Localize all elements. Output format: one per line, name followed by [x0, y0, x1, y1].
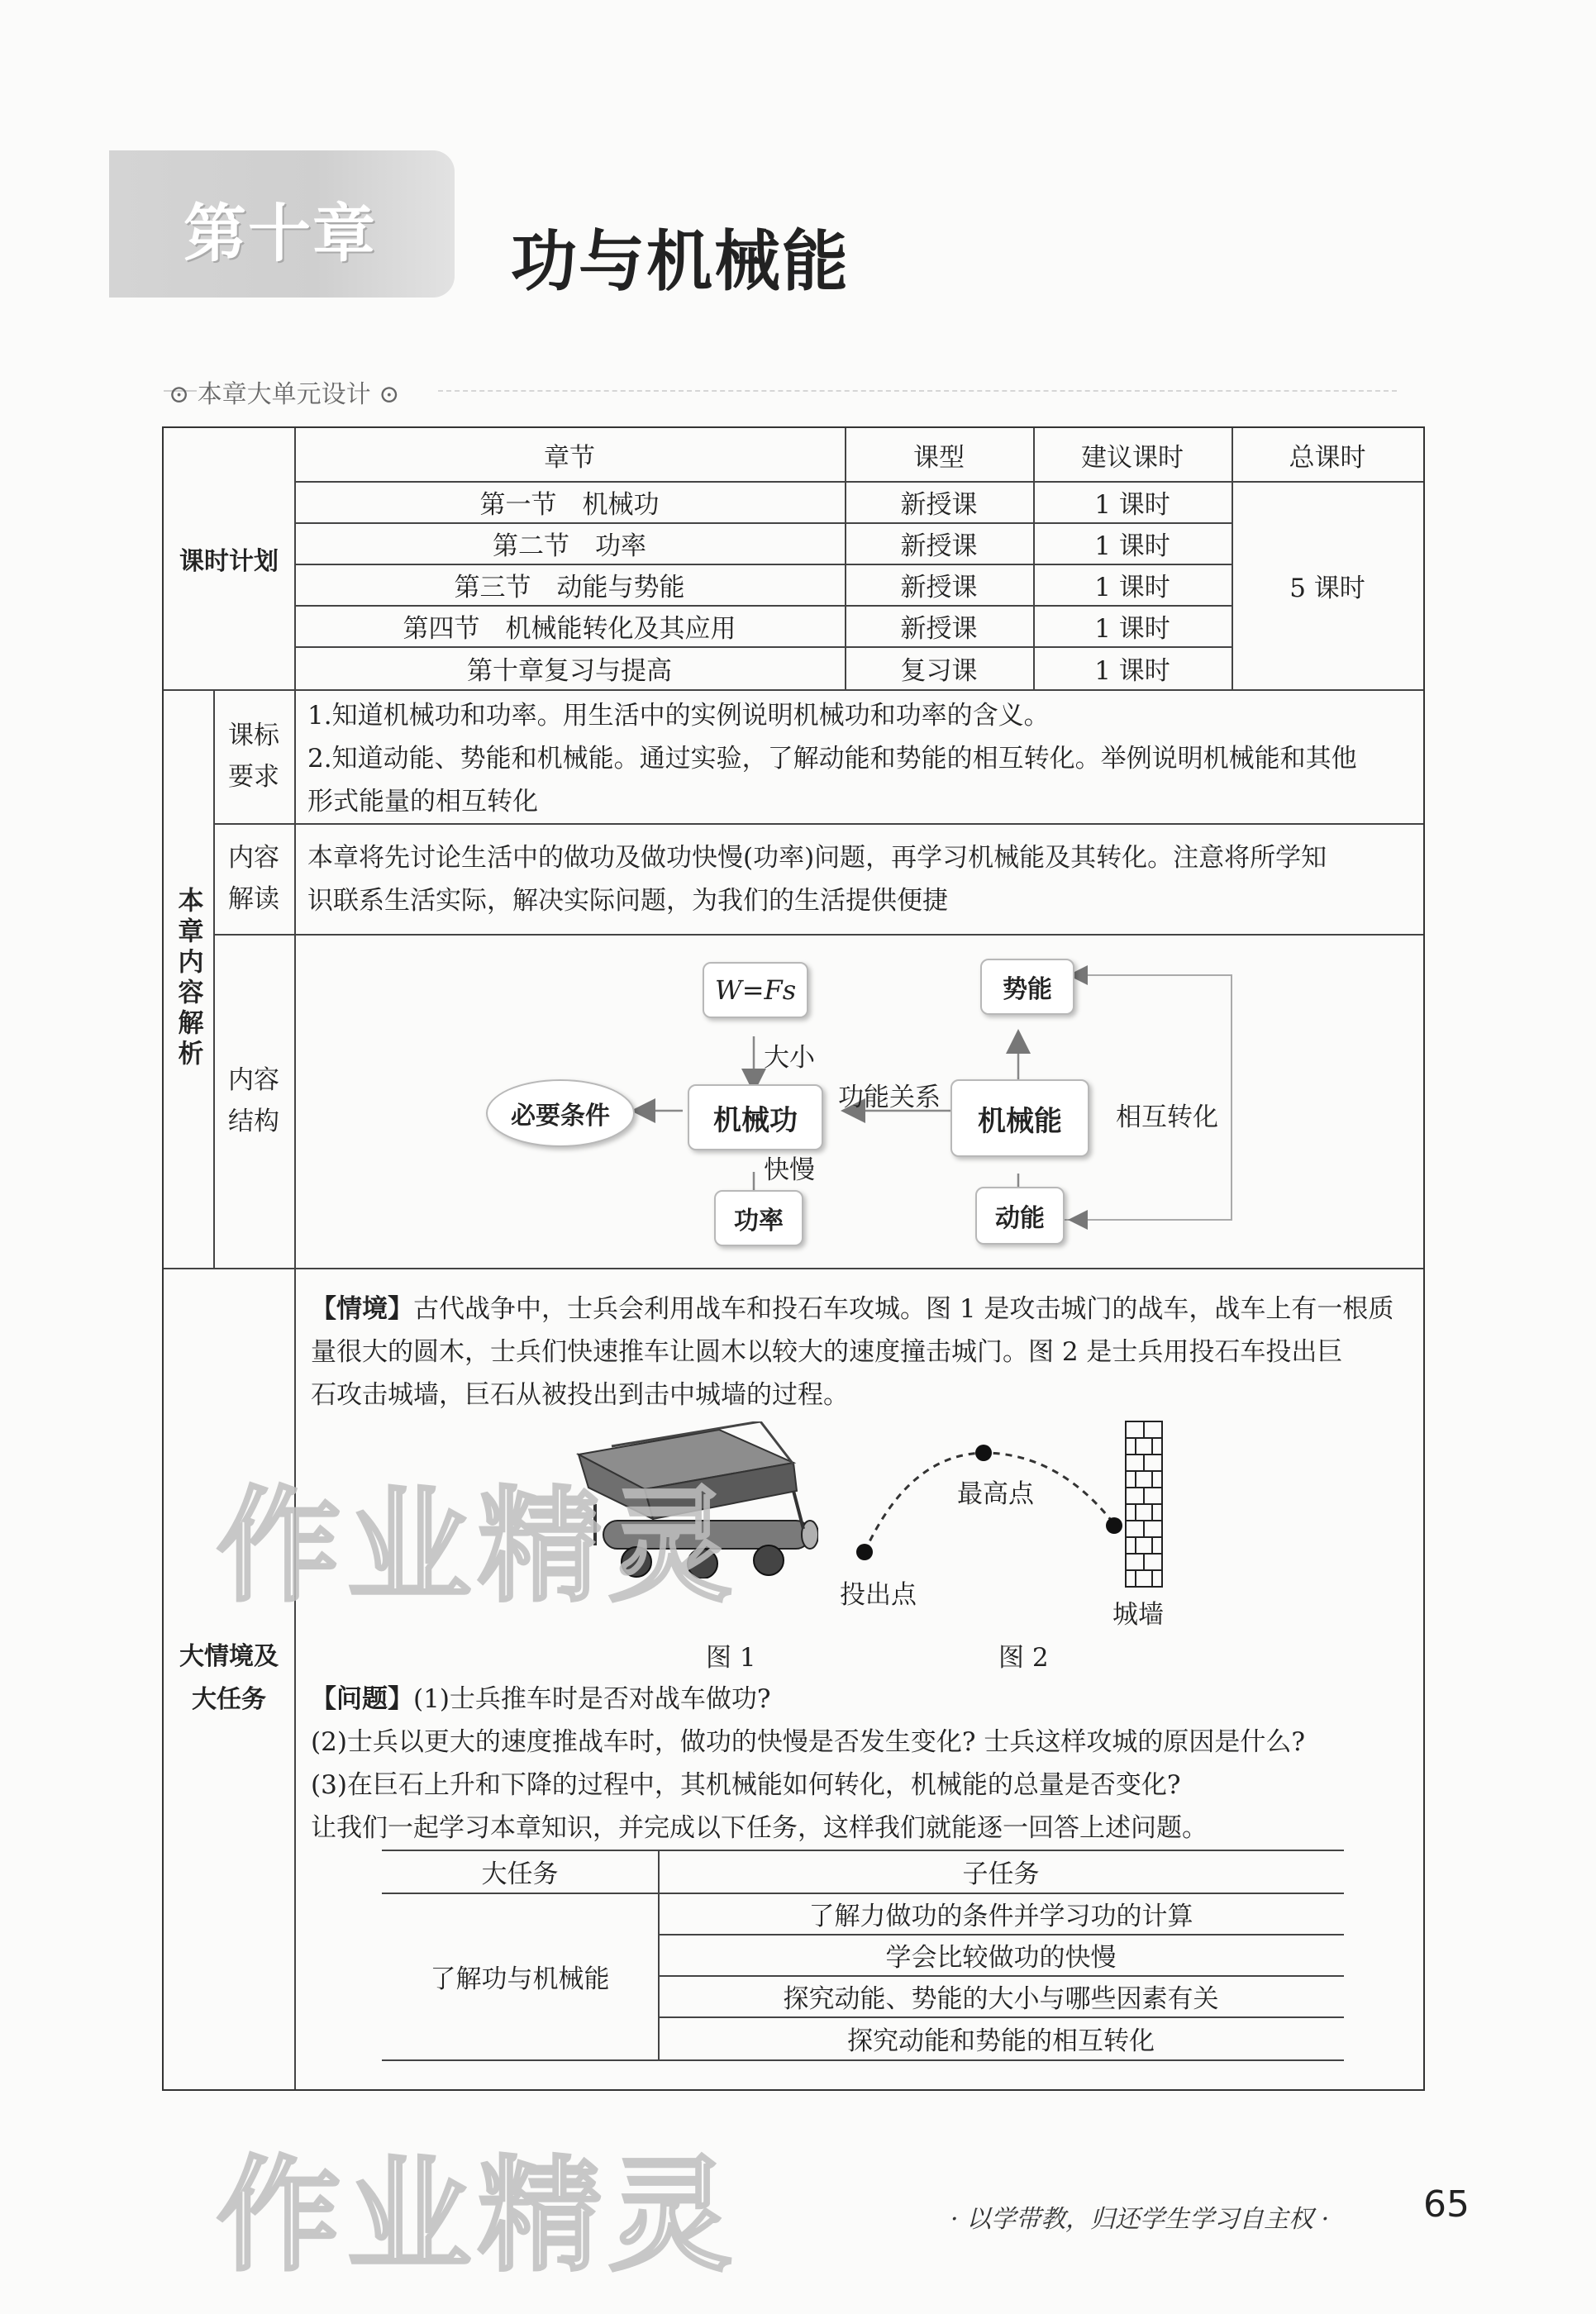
context-text: 【情境】古代战争中，士兵会利用战车和投石车攻城。图 1 是攻击城门的战车，战车上有一根质 量很大的圆木，士兵们快速推车让圆木以较大的速度撞击城门。图 2 是士兵用投石车投出巨 石攻击城墙，巨石从被投出到击中城墙的过程。	[311, 1294, 1394, 1410]
label-speed: 快慢	[764, 1155, 815, 1185]
divider	[164, 1268, 1423, 1269]
header-section: 章节	[544, 442, 595, 473]
city-wall	[1126, 1421, 1162, 1587]
task-table-bottom	[382, 2059, 1344, 2061]
schedule-label: 课时计划	[179, 547, 279, 576]
power-node: 功率	[714, 1190, 803, 1246]
total-hours: 5 课时	[1289, 573, 1365, 603]
work-node: 机械功	[688, 1084, 823, 1150]
footer-motto: · 以学带教，归还学生学习自主权 ·	[950, 2205, 1330, 2234]
interpretation-text: 本章将先讨论生活中的做功及做功快慢(功率)问题，再学习机械能及其转化。注意将所学知 识联系生活实际，解决实际问题，为我们的生活提供便捷	[307, 843, 1327, 916]
chapter-label: 第十章	[183, 197, 377, 270]
row-hours: 1 课时	[1094, 655, 1170, 686]
watermark-bottom: 作业精灵	[217, 2145, 740, 2288]
row-section: 第二节 功率	[493, 531, 646, 561]
subtask: 探究动能、势能的大小与哪些因素有关	[783, 1983, 1219, 2014]
row-hours: 1 课时	[1094, 531, 1170, 561]
divider	[213, 823, 1423, 825]
structure-label: 内容 结构	[228, 1065, 279, 1136]
row-section: 第一节 机械功	[479, 489, 660, 520]
impact-point	[1106, 1517, 1122, 1534]
standards-text: 1.知道机械功和功率。用生活中的实例说明机械功和功率的含义。 2.知道动能、势能和机械能。通过实验，了解动能和势能的相互转化。举例说明机械能和其他 形式能量的相互转化	[307, 701, 1357, 817]
task-header-sub: 子任务	[962, 1859, 1040, 1889]
row-hours: 1 课时	[1094, 489, 1170, 520]
launch-point	[856, 1544, 873, 1560]
row-section: 第三节 动能与势能	[454, 572, 685, 602]
row-section: 第十章复习与提高	[467, 655, 672, 686]
header-hours: 建议课时	[1081, 442, 1184, 473]
row-type: 复习课	[900, 655, 978, 686]
row-hours: 1 课时	[1094, 613, 1170, 644]
kinetic-energy-node: 动能	[975, 1187, 1065, 1245]
mechanical-energy-node: 机械能	[950, 1079, 1089, 1157]
label-conversion: 相互转化	[1116, 1102, 1218, 1132]
header-dashed-line	[438, 390, 1397, 392]
page-number: 65	[1423, 2183, 1470, 2226]
divider	[164, 689, 1423, 691]
watermark-middle: 作业精灵	[217, 1475, 740, 1619]
necessary-condition-node: 必要条件	[486, 1079, 635, 1147]
header-type: 课型	[913, 442, 965, 473]
main-task: 了解功与机械能	[430, 1964, 610, 1994]
subtask: 探究动能和势能的相互转化	[847, 2026, 1155, 2056]
row-type: 新授课	[900, 613, 978, 644]
figure2-caption: 图 2	[998, 1643, 1049, 1673]
task-header-main: 大任务	[481, 1859, 559, 1889]
interpretation-label: 内容 解读	[228, 843, 279, 914]
analysis-group-label: 本章内容解析	[173, 887, 203, 1070]
questions-text: 【问题】(1)士兵推车时是否对战车做功? (2)士兵以更大的速度推战车时，做功的快慢是否发生变化? 士兵这样攻城的原因是什么? (3)在巨石上升和下降的过程中，其机械能如何转化，机械能的总量是否变化? 让我们一起学习本章知识，并完成以下任务，这样我们就能逐一回答上述问题。	[311, 1684, 1306, 1843]
potential-energy-node: 势能	[980, 959, 1074, 1015]
section-header: ⊙ 本章大单元设计 ⊙	[169, 380, 400, 409]
standards-label: 课标 要求	[228, 721, 279, 792]
subtask: 学会比较做功的快慢	[885, 1942, 1117, 1973]
row-hours: 1 课时	[1094, 572, 1170, 602]
scenario-label: 大情境及 大任务	[179, 1642, 279, 1714]
figure1-caption: 图 1	[706, 1643, 756, 1673]
row-section: 第四节 机械能转化及其应用	[403, 613, 736, 644]
header-total: 总课时	[1289, 442, 1366, 473]
chapter-title: 功与机械能	[511, 223, 850, 300]
label-launch-point: 投出点	[840, 1580, 917, 1610]
row-type: 新授课	[900, 572, 978, 602]
subtask: 了解力做功的条件并学习功的计算	[808, 1901, 1193, 1931]
divider	[294, 689, 296, 2089]
label-city-wall: 城墙	[1112, 1600, 1164, 1630]
label-magnitude: 大小	[764, 1043, 815, 1073]
label-relation: 功能关系	[838, 1083, 941, 1112]
row-type: 新授课	[900, 531, 978, 561]
formula-node: W = F s	[703, 962, 808, 1018]
label-highest-point: 最高点	[957, 1479, 1034, 1509]
highest-point	[975, 1445, 992, 1461]
row-type: 新授课	[900, 489, 978, 520]
